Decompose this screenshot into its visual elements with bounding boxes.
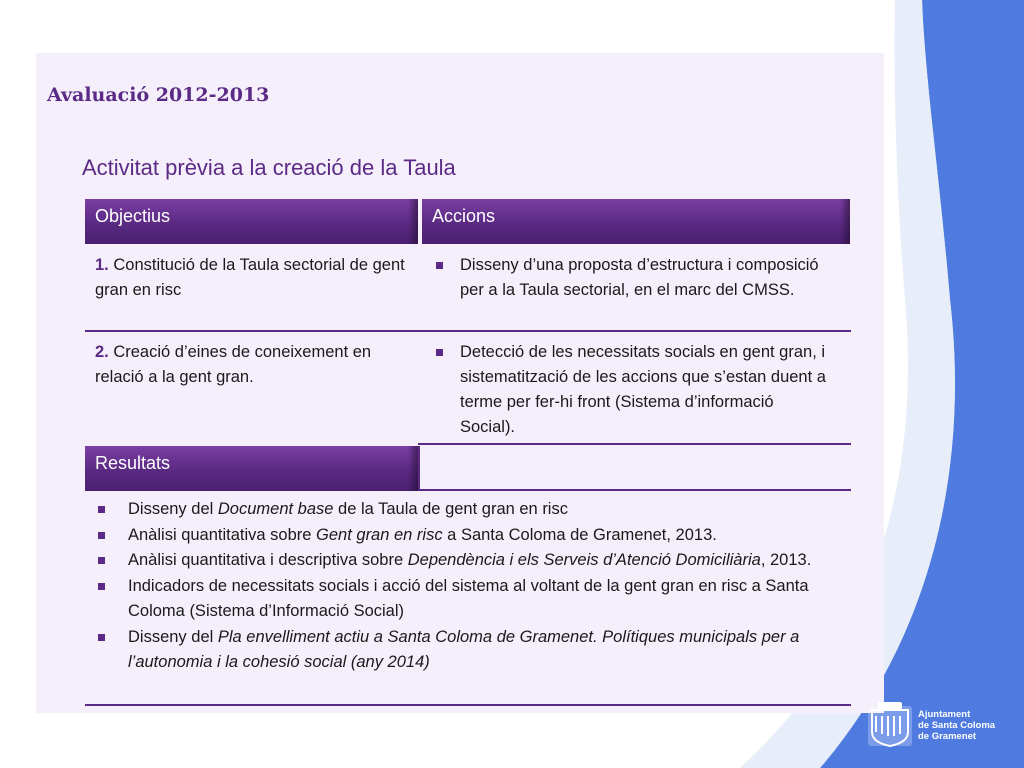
result-text: de la Taula de gent gran en risc xyxy=(333,500,568,518)
objective-number: 1. xyxy=(95,256,109,274)
objective-text: Constitució de la Taula sectorial de gent gran en risc xyxy=(95,256,405,299)
objective-number: 2. xyxy=(95,343,109,361)
result-text: Anàlisi quantitativa sobre xyxy=(128,525,317,544)
result-text: a Santa Coloma de Gramenet, 2013. xyxy=(442,525,717,544)
objective-cell-2 xyxy=(95,340,405,390)
result-text: Anàlisi quantitativa i descriptiva sobre xyxy=(128,551,408,569)
result-item xyxy=(98,523,838,549)
action-cell-1 xyxy=(432,253,832,303)
result-text: Disseny del xyxy=(128,500,218,518)
actions-header: Accions xyxy=(422,199,850,244)
result-emphasis: Pla envelliment actiu a Santa Coloma de Gramenet. Polítiques municipals per a l’autonomia i la cohesió social (any 2014) xyxy=(128,627,800,671)
result-text: Disseny del xyxy=(128,627,218,646)
results-list xyxy=(98,497,838,676)
logo-text xyxy=(918,709,995,742)
result-item xyxy=(98,625,838,676)
result-item xyxy=(98,548,838,574)
logo-line: de Santa Coloma xyxy=(918,720,996,731)
result-item xyxy=(98,497,838,523)
result-text: Indicadors de necessitats socials i acció del sistema al voltant de la gent gran en risc a Santa Coloma (Sistema d’Informació Social) xyxy=(128,576,809,620)
result-item xyxy=(98,574,838,625)
result-text: , 2013. xyxy=(760,551,812,569)
slide-subtitle: Activitat prèvia a la creació de la Taula xyxy=(82,155,456,180)
objective-text: Creació d’eines de coneixement en relació a la gent gran. xyxy=(95,343,372,386)
logo-line: de Gramenet xyxy=(918,731,977,742)
table-rule xyxy=(418,489,851,491)
action-item: Disseny d’una proposta d’estructura i composició per a la Taula sectorial, en el marc del CMSS. xyxy=(432,253,832,303)
table-rule xyxy=(85,704,851,706)
section-title: Avaluació 2012-2013 xyxy=(47,84,270,106)
action-cell-2 xyxy=(432,340,832,440)
result-emphasis: Dependència i els Serveis d’Atenció Domiciliària xyxy=(407,551,761,569)
table-rule xyxy=(418,443,851,445)
logo-line: Ajuntament xyxy=(918,709,971,720)
objectives-header: Objectius xyxy=(85,199,418,244)
result-emphasis: Document base xyxy=(217,500,334,518)
table-rule xyxy=(85,330,851,332)
action-item: Detecció de les necessitats socials en gent gran, i sistematització de les accions que s’estan duent a terme per fer-hi front (Sistema d’informació Social). xyxy=(432,340,832,440)
result-emphasis: Gent gran en risc xyxy=(316,525,443,544)
table-divider xyxy=(418,446,420,490)
objective-cell-1 xyxy=(95,253,405,303)
results-header: Resultats xyxy=(85,446,418,491)
